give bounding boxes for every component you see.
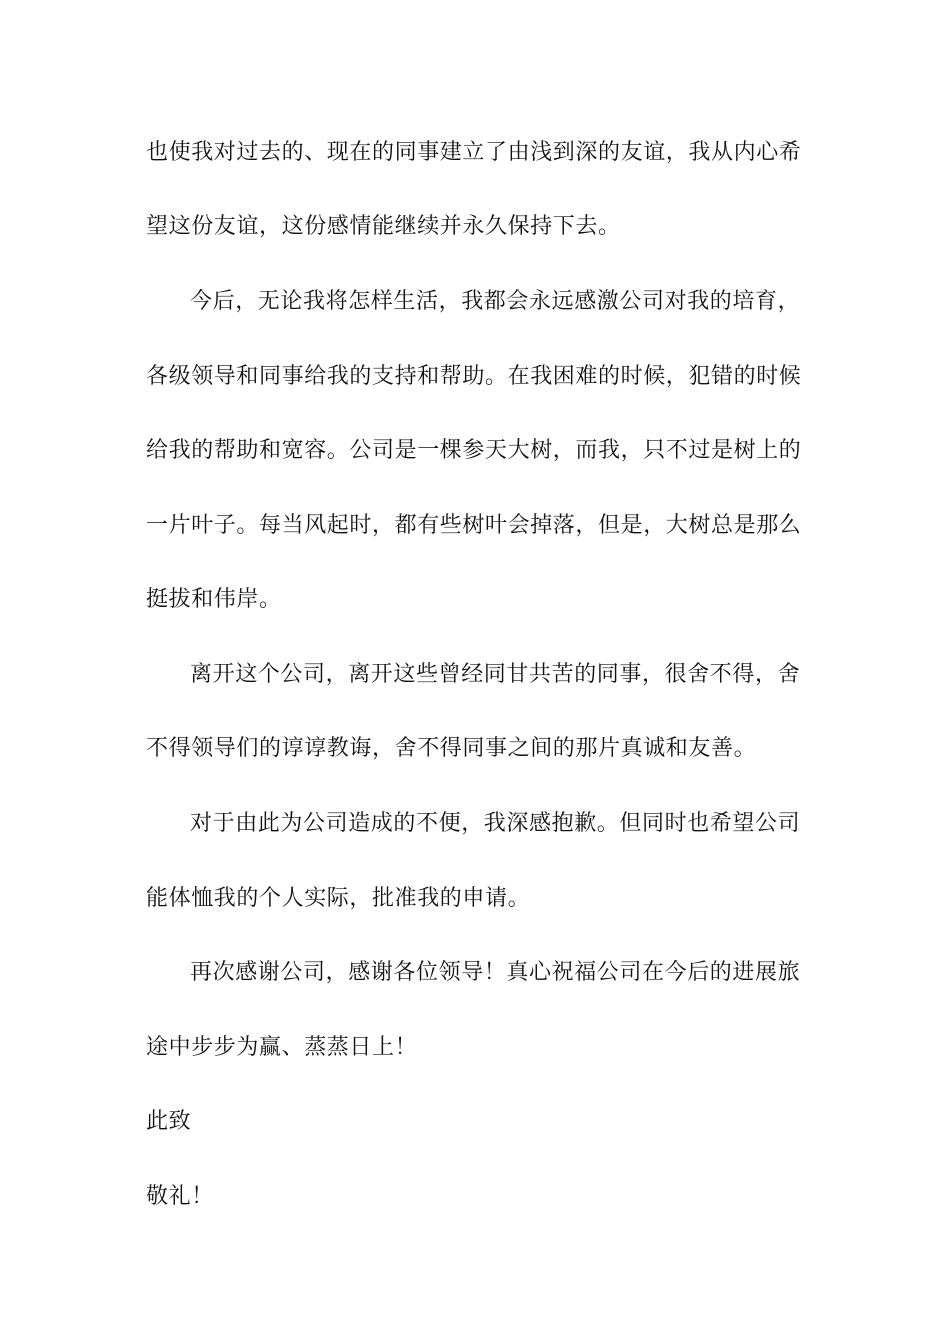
paragraph-line: 对于由此为公司造成的不便，我深感抱歉。但同时也希望公司 — [190, 811, 801, 836]
paragraph-line: 望这份友谊，这份感情能继续并永久保持下去。 — [146, 214, 621, 239]
paragraph-line: 离开这个公司，离开这些曾经同甘共苦的同事，很舍不得，舍 — [190, 662, 801, 687]
paragraph-line: 不得领导们的谆谆教诲，舍不得同事之间的那片真诚和友善。 — [146, 736, 757, 761]
paragraph-line: 挺拔和伟岸。 — [146, 587, 282, 612]
paragraph-line: 途中步步为赢、蒸蒸日上！ — [146, 1035, 418, 1060]
paragraph-line: 一片叶子。每当风起时，都有些树叶会掉落，但是，大树总是那么 — [146, 513, 802, 538]
paragraph-line: 各级领导和同事给我的支持和帮助。在我困难的时候，犯错的时候 — [146, 364, 802, 389]
paragraph-line: 再次感谢公司，感谢各位领导！真心祝福公司在今后的进展旅 — [190, 960, 801, 985]
paragraph-line: 今后，无论我将怎样生活，我都会永远感激公司对我的培育， — [190, 289, 801, 314]
closing-regards: 敬礼！ — [146, 1184, 214, 1209]
closing-salutation: 此致 — [146, 1109, 192, 1134]
paragraph-line: 给我的帮助和宽容。公司是一棵参天大树，而我，只不过是树上的 — [146, 438, 802, 463]
paragraph-line: 能体恤我的个人实际，批准我的申请。 — [146, 886, 531, 911]
paragraph-line: 也使我对过去的、现在的同事建立了由浅到深的友谊，我从内心希 — [146, 140, 802, 165]
